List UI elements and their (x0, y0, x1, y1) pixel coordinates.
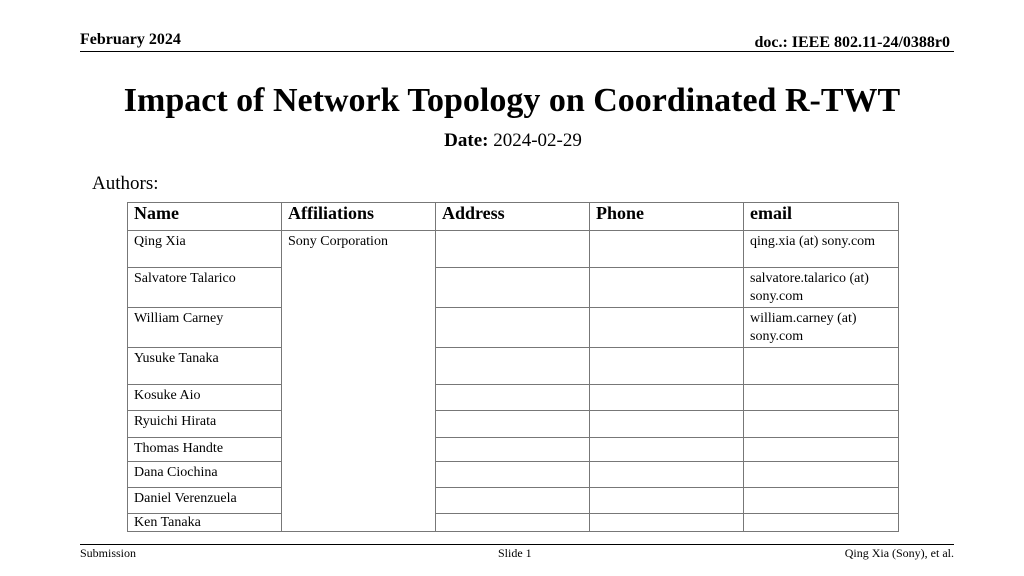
author-email (744, 385, 899, 411)
header-date: February 2024 (80, 31, 181, 48)
author-address (436, 348, 590, 385)
header-divider (80, 51, 954, 52)
slide-title: Impact of Network Topology on Coordinated R-TWT (123, 82, 901, 119)
author-email (744, 438, 899, 462)
table-row (128, 231, 899, 268)
author-name: Daniel Verenzuela (128, 488, 282, 514)
date-line (0, 130, 1024, 152)
table-row (128, 438, 899, 462)
author-name: Thomas Handte (128, 438, 282, 462)
footer-authors: Qing Xia (Sony), et al. (844, 546, 954, 560)
date-label: Date: (444, 130, 489, 151)
author-email (744, 462, 899, 488)
column-header-email: email (744, 203, 899, 231)
author-name: Kosuke Aio (128, 385, 282, 411)
author-name: Yusuke Tanaka (128, 348, 282, 385)
author-phone (590, 514, 744, 532)
header-doc-id: doc.: IEEE 802.11-24/0388r0 (754, 34, 950, 51)
table-row (128, 348, 899, 385)
column-header-address: Address (436, 203, 590, 231)
column-header-affiliations: Affiliations (282, 203, 436, 231)
author-address (436, 514, 590, 532)
author-email: william.carney (at) sony.com (744, 308, 899, 348)
column-header-phone: Phone (590, 203, 744, 231)
author-address (436, 411, 590, 438)
author-phone (590, 385, 744, 411)
author-phone (590, 411, 744, 438)
author-phone (590, 488, 744, 514)
author-phone (590, 438, 744, 462)
author-address (436, 488, 590, 514)
table-row (128, 268, 899, 308)
author-name: Ken Tanaka (128, 514, 282, 532)
author-phone (590, 348, 744, 385)
table-row (128, 385, 899, 411)
table-row (128, 514, 899, 532)
footer-submission: Submission (80, 546, 137, 560)
author-email: salvatore.talarico (at) sony.com (744, 268, 899, 308)
author-email (744, 411, 899, 438)
table-row (128, 308, 899, 348)
date-value: 2024-02-29 (493, 130, 582, 151)
author-phone (590, 308, 744, 348)
footer-divider (80, 544, 954, 545)
author-email: qing.xia (at) sony.com (744, 231, 899, 268)
author-name: Qing Xia (128, 231, 282, 268)
author-email (744, 488, 899, 514)
author-email (744, 514, 899, 532)
authors-table (127, 202, 899, 532)
author-name: Salvatore Talarico (128, 268, 282, 308)
authors-label: Authors: (92, 173, 159, 194)
footer-slide-number: Slide 1 (498, 546, 532, 560)
author-phone (590, 231, 744, 268)
author-phone (590, 268, 744, 308)
table-row (128, 488, 899, 514)
table-row (128, 462, 899, 488)
author-address (436, 308, 590, 348)
author-address (436, 385, 590, 411)
table-row (128, 411, 899, 438)
author-address (436, 268, 590, 308)
author-address (436, 438, 590, 462)
author-address (436, 462, 590, 488)
author-email (744, 348, 899, 385)
author-name: William Carney (128, 308, 282, 348)
column-header-name: Name (128, 203, 282, 231)
table-header-row (128, 203, 899, 231)
author-affiliation: Sony Corporation (282, 231, 436, 532)
author-name: Ryuichi Hirata (128, 411, 282, 438)
author-address (436, 231, 590, 268)
author-name: Dana Ciochina (128, 462, 282, 488)
author-phone (590, 462, 744, 488)
